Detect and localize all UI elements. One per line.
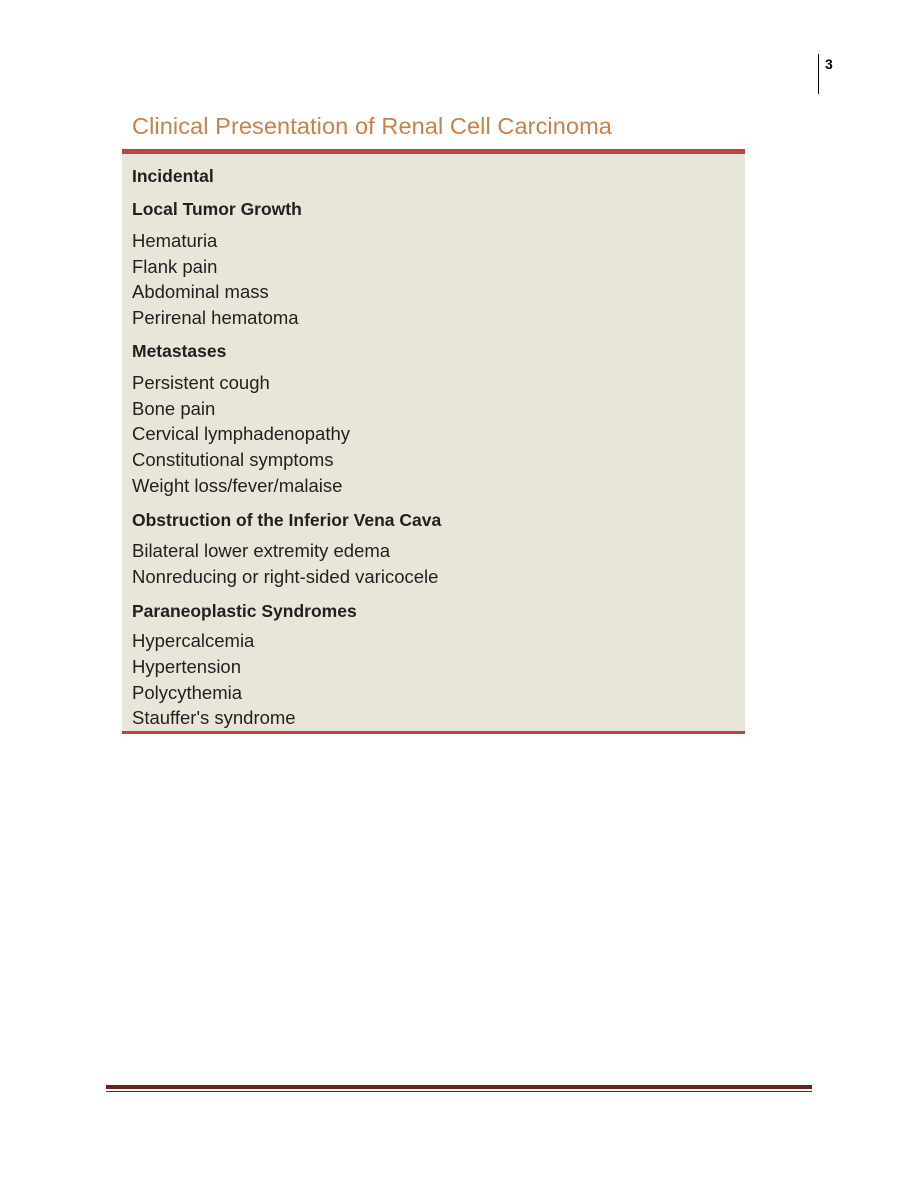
clinical-presentation-table: [122, 149, 745, 734]
list-item: Hypertension: [132, 656, 242, 677]
list-item: Bilateral lower extremity edema: [132, 540, 391, 561]
list-item: Persistent cough: [132, 372, 270, 393]
list-item: Perirenal hematoma: [132, 307, 299, 328]
list-item: Nonreducing or right-sided varicocele: [132, 566, 439, 587]
list-item: Bone pain: [132, 398, 216, 419]
footer-rule: [106, 1085, 812, 1089]
list-item: Hypercalcemia: [132, 630, 255, 651]
section-heading-metastases: Metastases: [132, 341, 227, 361]
list-item: Cervical lymphadenopathy: [132, 423, 351, 444]
list-item: Hematuria: [132, 230, 218, 251]
list-item: Abdominal mass: [132, 281, 269, 302]
section-heading-incidental: Incidental: [132, 166, 214, 186]
footer-rule-thin: [106, 1091, 812, 1092]
list-item: Flank pain: [132, 256, 218, 277]
page-number: 3: [825, 56, 833, 72]
section-heading-obstruction-ivc: Obstruction of the Inferior Vena Cava: [132, 510, 442, 530]
table-title: Clinical Presentation of Renal Cell Carcinoma: [132, 113, 612, 139]
list-item: Constitutional symptoms: [132, 449, 334, 470]
section-heading-paraneoplastic-syndromes: Paraneoplastic Syndromes: [132, 601, 357, 621]
list-item: Stauffer's syndrome: [132, 707, 296, 728]
list-item: Polycythemia: [132, 682, 243, 703]
list-item: Weight loss/fever/malaise: [132, 475, 343, 496]
page-number-divider: [818, 54, 819, 94]
section-heading-local-tumor-growth: Local Tumor Growth: [132, 199, 302, 219]
